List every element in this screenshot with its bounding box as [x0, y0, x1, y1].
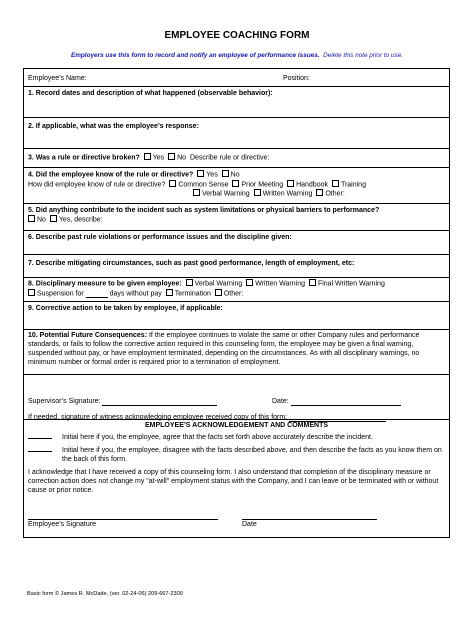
section-5-label: 5. Did anything contribute to the incident such as system limitations or physical barriers to performance?: [28, 207, 380, 214]
instructions-main: Employers use this form to record and notify an employee of performance issues.: [70, 52, 320, 59]
disagree-initial-field[interactable]: [28, 451, 52, 452]
section-1: [24, 87, 449, 118]
s4-training-checkbox[interactable]: [332, 180, 339, 187]
s4-handbook-checkbox[interactable]: [287, 180, 294, 187]
section-2-label: 2. If applicable, what was the employee’s response:: [28, 123, 199, 130]
acknowledgement-section: [24, 420, 449, 538]
s4-common-sense-checkbox[interactable]: [169, 180, 176, 187]
supervisor-date-field[interactable]: [291, 405, 401, 406]
s8-other-label: Other:: [223, 290, 244, 298]
s3-no-label: No: [177, 154, 187, 162]
supervisor-signature-field[interactable]: [102, 405, 217, 406]
employee-date-field[interactable]: [242, 519, 377, 520]
s5-yes-describe-label: Yes, describe:: [58, 216, 103, 224]
s5-no-checkbox[interactable]: [28, 215, 35, 222]
section-10-text: If the employee continues to violate the same or other Company rules and performance standards, or fails to follow the corrective action required in this counseling form, the employee may be given a final warning, suspended without pay, or have employment terminated, depending on the circumstances. As with all disciplinary warnings, no minimum number or formal order is required prior to a termination of employment.: [28, 332, 420, 367]
employee-date-label: Date: [242, 521, 257, 529]
signatures-row: [24, 375, 449, 420]
section-2: [24, 118, 449, 149]
s8-suspension-label: Suspension for: [37, 290, 84, 298]
s4-common-sense-label: Common Sense: [178, 181, 229, 189]
s4-no-checkbox[interactable]: [222, 170, 229, 177]
disagree-text: Initial here if you, the employee, disagree with the facts described above, and then describe the facts as you know them on the back of this form.: [62, 447, 442, 464]
section-6-label: 6. Describe past rule violations or performance issues and the discipline given:: [28, 234, 292, 241]
acknowledgement-heading: EMPLOYEE’S ACKNOWLEDGEMENT AND COMMENTS: [144, 422, 329, 429]
s8-verbal-warning-label: Verbal Warning: [194, 280, 243, 288]
s4-yes-checkbox[interactable]: [197, 170, 204, 177]
s8-other-checkbox[interactable]: [215, 289, 222, 296]
s8-days-without-pay-label: days without pay: [109, 290, 162, 298]
form-title: EMPLOYEE COACHING FORM: [164, 30, 310, 41]
section-5: [24, 204, 449, 231]
s3-no-checkbox[interactable]: [168, 153, 175, 160]
section-3: [24, 149, 449, 168]
s4-handbook-label: Handbook: [296, 181, 328, 189]
s4-verbal-warning-label: Verbal Warning: [202, 190, 250, 198]
s8-written-warning-label: Written Warning: [255, 280, 305, 288]
section-6: [24, 231, 449, 255]
s3-yes-label: Yes: [152, 154, 165, 162]
s8-verbal-warning-checkbox[interactable]: [186, 279, 193, 286]
instructions: [0, 52, 474, 60]
employee-signature-label: Employee’s Signature: [28, 521, 96, 529]
s8-termination-checkbox[interactable]: [166, 289, 173, 296]
s4-other-checkbox[interactable]: [316, 189, 323, 196]
s4-prior-meeting-label: Prior Meeting: [241, 181, 284, 189]
section-1-label: 1. Record dates and description of what happened (observable behavior):: [28, 90, 273, 97]
acknowledgement-statement: I acknowledge that I have received a copy of this counseling form. I also understand that completion of the disciplinary measure or correction action does not change my "at-will" employment status with the Company, and I can leave or be terminated with or without cause or prior notice.: [28, 469, 439, 495]
s4-written-warning-label: Written Warning: [262, 190, 313, 198]
s8-termination-label: Termination: [174, 290, 211, 298]
s4-other-label: Other:: [325, 190, 345, 198]
section-10: [24, 330, 449, 375]
section-10-label: 10. Potential Future Consequences:: [28, 332, 148, 339]
section-9: [24, 302, 449, 330]
section-3-label: 3. Was a rule or directive broken?: [28, 154, 140, 162]
suspension-days-field[interactable]: [86, 297, 108, 298]
supervisor-signature-label: Supervisor’s Signature:: [28, 398, 101, 405]
section-9-label: 9. Corrective action to be taken by employee, if applicable:: [28, 305, 223, 312]
section-8-label: 8. Disciplinary measure to be given employee:: [28, 280, 182, 288]
employee-header-row: [24, 69, 449, 87]
s4-prior-meeting-checkbox[interactable]: [232, 180, 239, 187]
s5-yes-checkbox[interactable]: [50, 215, 57, 222]
s4-training-label: Training: [340, 181, 366, 189]
section-7: [24, 255, 449, 278]
s3-yes-checkbox[interactable]: [144, 153, 151, 160]
coaching-form: [23, 68, 450, 538]
section-8: [24, 278, 449, 302]
section-4-label: 4. Did the employee know of the rule or directive?: [28, 171, 194, 179]
s4-verbal-warning-checkbox[interactable]: [193, 189, 200, 196]
supervisor-date-label: Date:: [272, 398, 289, 405]
s8-suspension-checkbox[interactable]: [28, 289, 35, 296]
witness-signature-label: If needed, signature of witness acknowledging employee received copy of this form:: [28, 414, 288, 421]
s8-final-written-warning-label: Final Written Warning: [317, 280, 385, 288]
s3-describe-label: Describe rule or directive:: [189, 154, 270, 162]
s4-no-label: No: [230, 171, 240, 179]
agree-initial-field[interactable]: [28, 438, 52, 439]
section-4: [24, 168, 449, 204]
position-label: Position:: [283, 75, 310, 82]
s4-yes-label: Yes: [206, 171, 218, 179]
footer-copyright: Basic form © James R. McDade, (ver. 02-24-06) 209-667-2300: [27, 591, 183, 597]
s5-no-label: No: [37, 216, 46, 224]
section-7-label: 7. Describe mitigating circumstances, such as past good performance, length of employment, etc:: [28, 260, 355, 267]
s8-final-written-warning-checkbox[interactable]: [309, 279, 316, 286]
instructions-note: Delete this note prior to use.: [323, 52, 404, 59]
employee-name-label: Employee’s Name:: [28, 75, 87, 82]
s4-how-label: How did employee know of rule or directive?: [28, 181, 166, 189]
s8-written-warning-checkbox[interactable]: [246, 279, 253, 286]
agree-text: Initial here if you, the employee, agree that the facts set forth above accurately describe the incident.: [62, 434, 373, 441]
s4-written-warning-checkbox[interactable]: [254, 189, 261, 196]
